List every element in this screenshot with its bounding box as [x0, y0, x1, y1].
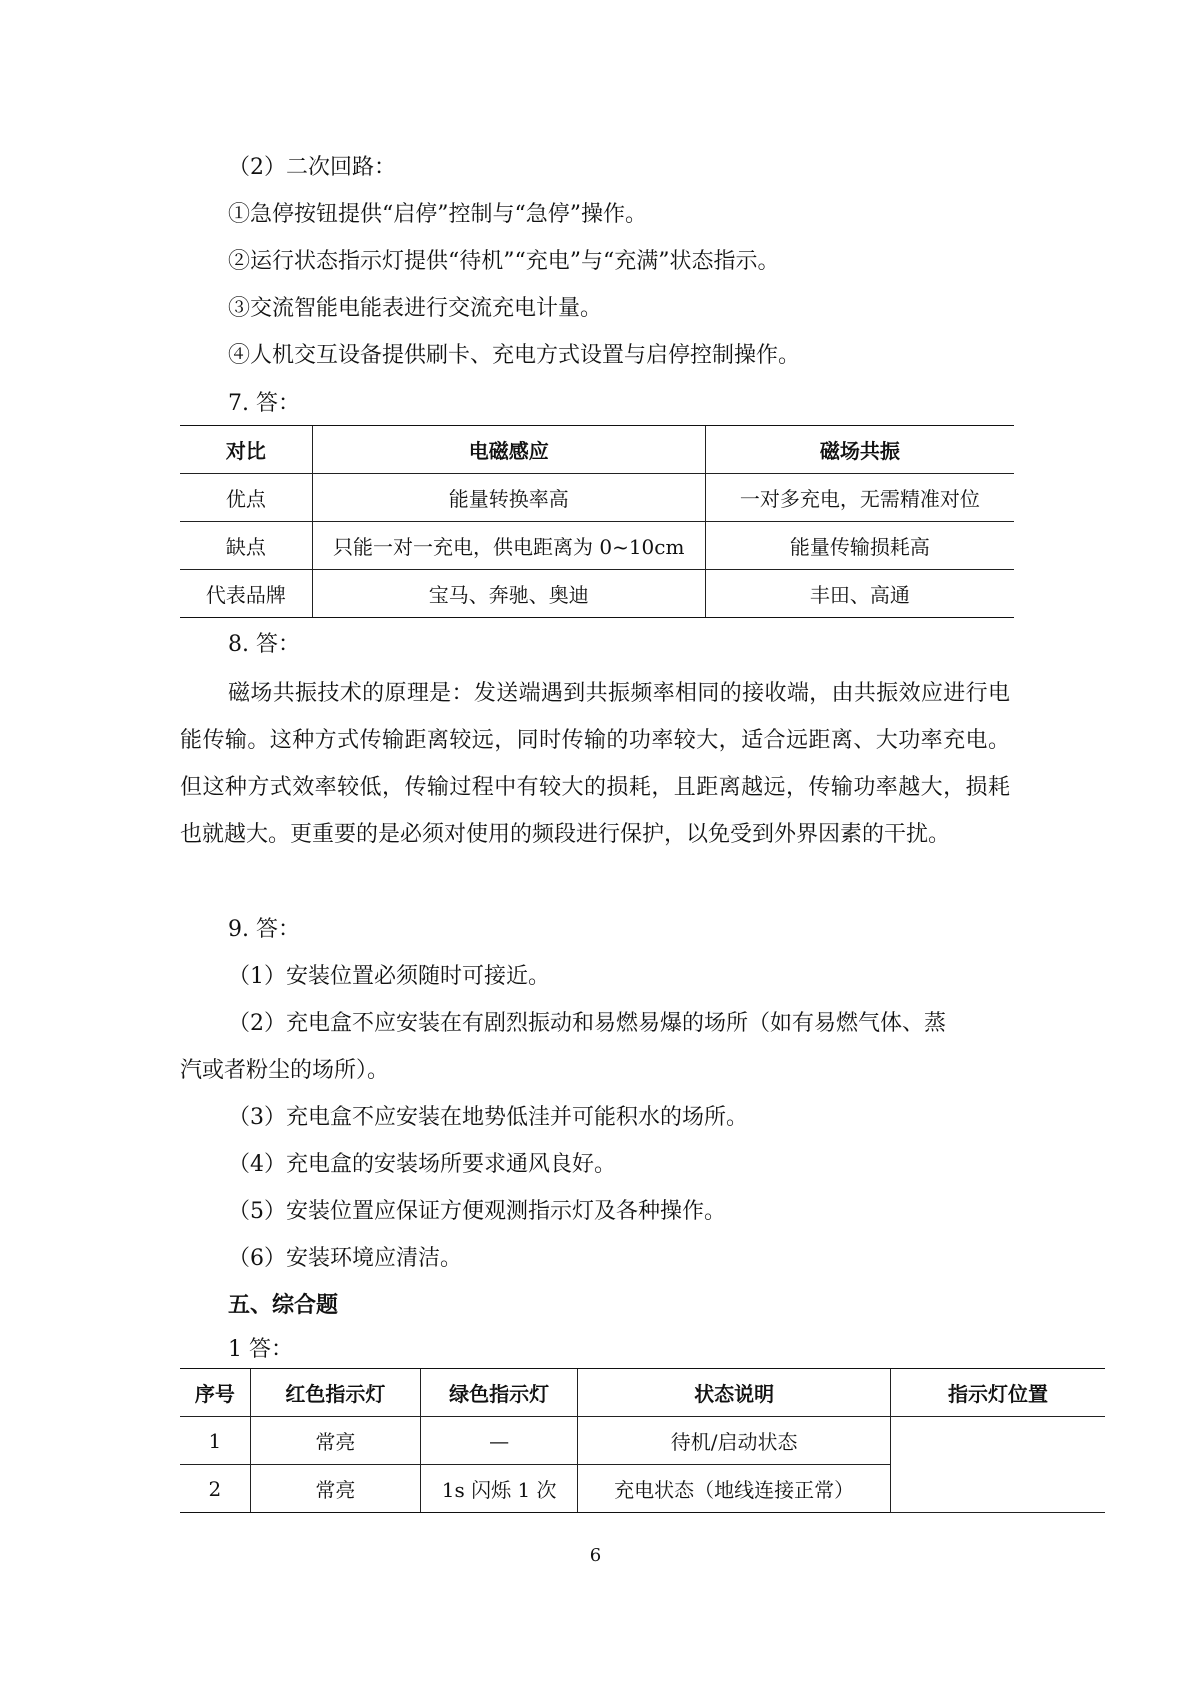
table-cell: 代表品牌 — [180, 570, 312, 618]
q9-item-1: （1）安装位置必须随时可接近。 — [228, 964, 550, 989]
table-cell: 常亮 — [250, 1417, 420, 1465]
q9-label: 9. 答： — [228, 917, 300, 942]
q8-paragraph: 磁场共振技术的原理是：发送端遇到共振频率相同的接收端，由共振效应进行电能传输。这种方式传输距离较远，同时传输的功率较大，适合远距离、大功率充电。但这种方式效率较低，传输过程中有较大的损耗，且距离越远，传输功率越大，损耗也就越大。更重要的是必须对使用的频段进行保护，以免受到外界因素的干扰。 — [180, 681, 1010, 847]
table-row — [180, 570, 1014, 618]
table-header-cell: 磁场共振 — [705, 426, 1014, 474]
table-header-cell: 序号 — [180, 1369, 250, 1417]
q9-item-5: （5）安装位置应保证方便观测指示灯及各种操作。 — [228, 1199, 726, 1224]
q8-label: 8. 答： — [228, 632, 300, 657]
table-cell: 丰田、高通 — [705, 570, 1014, 618]
section-5-heading: 五、综合题 — [228, 1292, 339, 1318]
q9-item-2: （2）充电盒不应安装在有剧烈振动和易燃易爆的场所（如有易燃气体、蒸 — [228, 1011, 946, 1036]
table-cell: — — [421, 1417, 578, 1465]
q9-item-4: （4）充电盒的安装场所要求通风良好。 — [228, 1152, 616, 1177]
table-cell: 能量传输损耗高 — [705, 522, 1014, 570]
table-cell: 一对多充电，无需精准对位 — [705, 474, 1014, 522]
q7-comparison-table — [180, 425, 1014, 618]
table-cell: 缺点 — [180, 522, 312, 570]
table-cell: 常亮 — [250, 1465, 420, 1513]
table-header-cell: 红色指示灯 — [250, 1369, 420, 1417]
table-header-row — [180, 426, 1014, 474]
table-cell: 2 — [180, 1465, 250, 1513]
q9-item-3: （3）充电盒不应安装在地势低洼并可能积水的场所。 — [228, 1105, 748, 1130]
secondary-circuit-item-1: ①急停按钮提供“启停”控制与“急停”操作。 — [228, 202, 647, 227]
table-row — [180, 474, 1014, 522]
secondary-circuit-title: （2）二次回路： — [228, 155, 396, 180]
table-row — [180, 1417, 1105, 1465]
table-cell: 待机/启动状态 — [578, 1417, 891, 1465]
table-cell: 1 — [180, 1417, 250, 1465]
secondary-circuit-item-4: ④人机交互设备提供刷卡、充电方式设置与启停控制操作。 — [228, 343, 801, 368]
q7-label: 7. 答： — [228, 391, 300, 416]
table-header-row — [180, 1369, 1105, 1417]
section-5-q1-label: 1 答： — [228, 1337, 293, 1362]
table-cell: 能量转换率高 — [312, 474, 705, 522]
secondary-circuit-item-2: ②运行状态指示灯提供“待机”“充电”与“充满”状态指示。 — [228, 249, 780, 274]
table-cell: 充电状态（地线连接正常） — [578, 1465, 891, 1513]
table-header-cell: 指示灯位置 — [890, 1369, 1105, 1417]
table-header-cell: 状态说明 — [578, 1369, 891, 1417]
table-cell: 1s 闪烁 1 次 — [421, 1465, 578, 1513]
indicator-light-table — [180, 1368, 1105, 1513]
table-cell: 宝马、奔驰、奥迪 — [312, 570, 705, 618]
q9-item-2-continued: 汽或者粉尘的场所）。 — [180, 1058, 390, 1083]
table-row — [180, 522, 1014, 570]
table-cell: 只能一对一充电，供电距离为 0~10cm — [312, 522, 705, 570]
q9-item-6: （6）安装环境应清洁。 — [228, 1246, 462, 1271]
secondary-circuit-item-3: ③交流智能电能表进行交流充电计量。 — [228, 296, 603, 321]
table-header-cell: 绿色指示灯 — [421, 1369, 578, 1417]
table-header-cell: 对比 — [180, 426, 312, 474]
indicator-position-cell — [890, 1417, 1105, 1513]
table-cell: 优点 — [180, 474, 312, 522]
page-number: 6 — [589, 1545, 602, 1566]
table-header-cell: 电磁感应 — [312, 426, 705, 474]
